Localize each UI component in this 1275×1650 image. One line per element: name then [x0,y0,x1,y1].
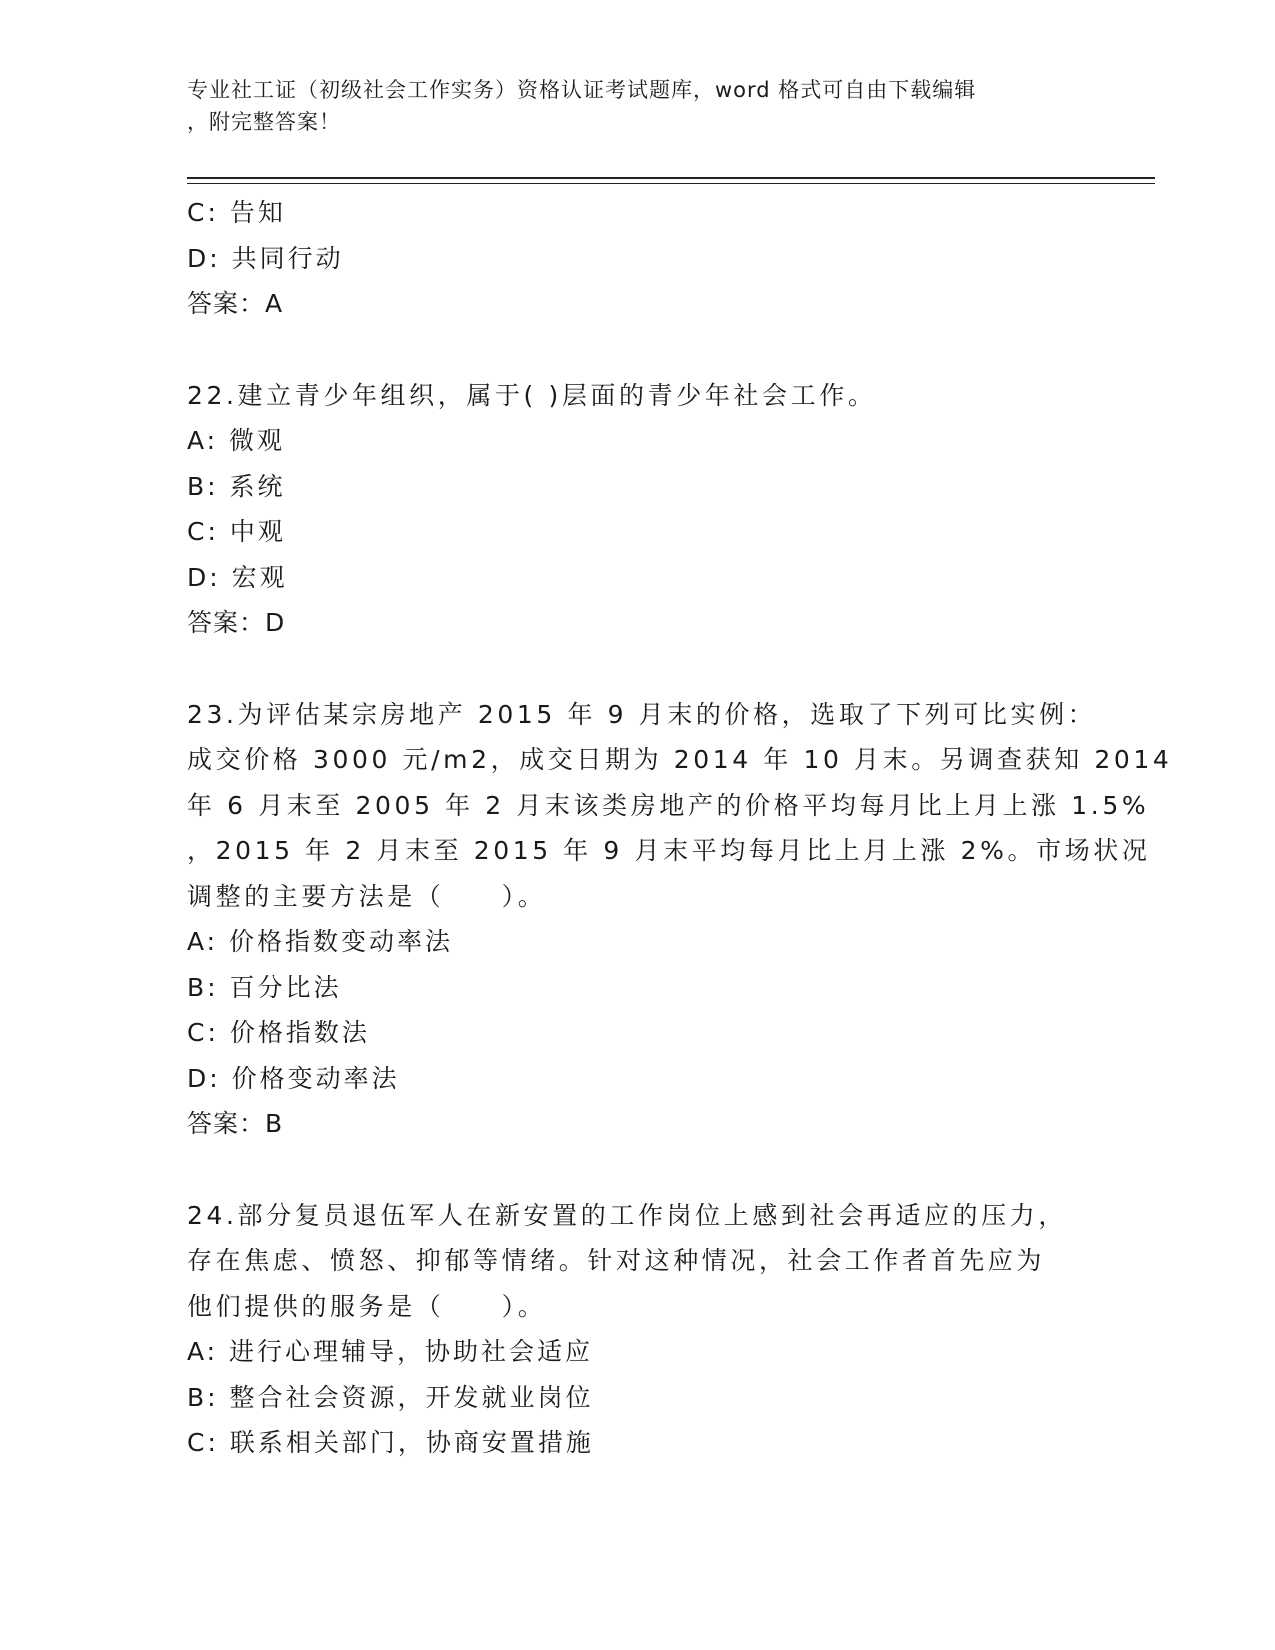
question-stem-line: 年 6 月末至 2005 年 2 月末该类房地产的价格平均每月比上月上涨 1.5% [187,790,1150,820]
question-stem: 22.建立青少年组织，属于( )层面的青少年社会工作。 [187,380,877,410]
option-b: B: 整合社会资源，开发就业岗位 [187,1382,594,1412]
answer: 答案：B [187,1109,284,1138]
question-stem-line: 成交价格 3000 元/m2，成交日期为 2014 年 10 月末。另调查获知 2014 [187,745,1173,774]
question-23 [187,692,1173,1147]
option-d: D: 共同行动 [187,243,344,273]
option-d: D: 宏观 [187,562,288,592]
spacer [187,327,1087,373]
header-line-2: ，附完整答案！ [187,110,341,134]
question-stem-line: 他们提供的服务是（ ）。 [187,1291,547,1321]
document-header [187,74,1067,138]
document-body [187,190,1173,1466]
option-a: A: 价格指数变动率法 [187,927,454,956]
spacer [187,646,1087,692]
option-c: C: 中观 [187,517,286,546]
option-a: A: 进行心理辅导，协助社会适应 [187,1337,594,1366]
question-stem-line: 23.为评估某宗房地产 2015 年 9 月末的价格，选取了下列可比实例： [187,699,1097,729]
header-rule-thin [187,183,1155,184]
option-c: C: 告知 [187,198,286,227]
option-d: D: 价格变动率法 [187,1063,400,1093]
question-24 [187,1193,1087,1466]
option-a: A: 微观 [187,426,286,455]
option-c: C: 联系相关部门，协商安置措施 [187,1428,594,1457]
answer: 答案：A [187,289,284,318]
previous-question-tail [187,190,1087,327]
question-stem-line: 存在焦虑、愤怒、抑郁等情绪。针对这种情况，社会工作者首先应为 [187,1246,1046,1275]
answer: 答案：D [187,608,286,637]
option-c: C: 价格指数法 [187,1018,370,1047]
spacer [187,1147,1087,1193]
question-22 [187,373,1087,646]
header-line-1: 专业社工证（初级社会工作实务）资格认证考试题库，word 格式可自由下载编辑 [187,78,977,102]
question-stem-line: 24.部分复员退伍军人在新安置的工作岗位上感到社会再适应的压力， [187,1200,1067,1230]
question-stem-line: ，2015 年 2 月末至 2015 年 9 月末平均每月比上月上涨 2%。市场状况 [187,836,1151,865]
option-b: B: 系统 [187,471,286,501]
header-rule-thick [187,177,1155,179]
question-stem-line: 调整的主要方法是（ ）。 [187,881,547,911]
option-b: B: 百分比法 [187,972,342,1002]
